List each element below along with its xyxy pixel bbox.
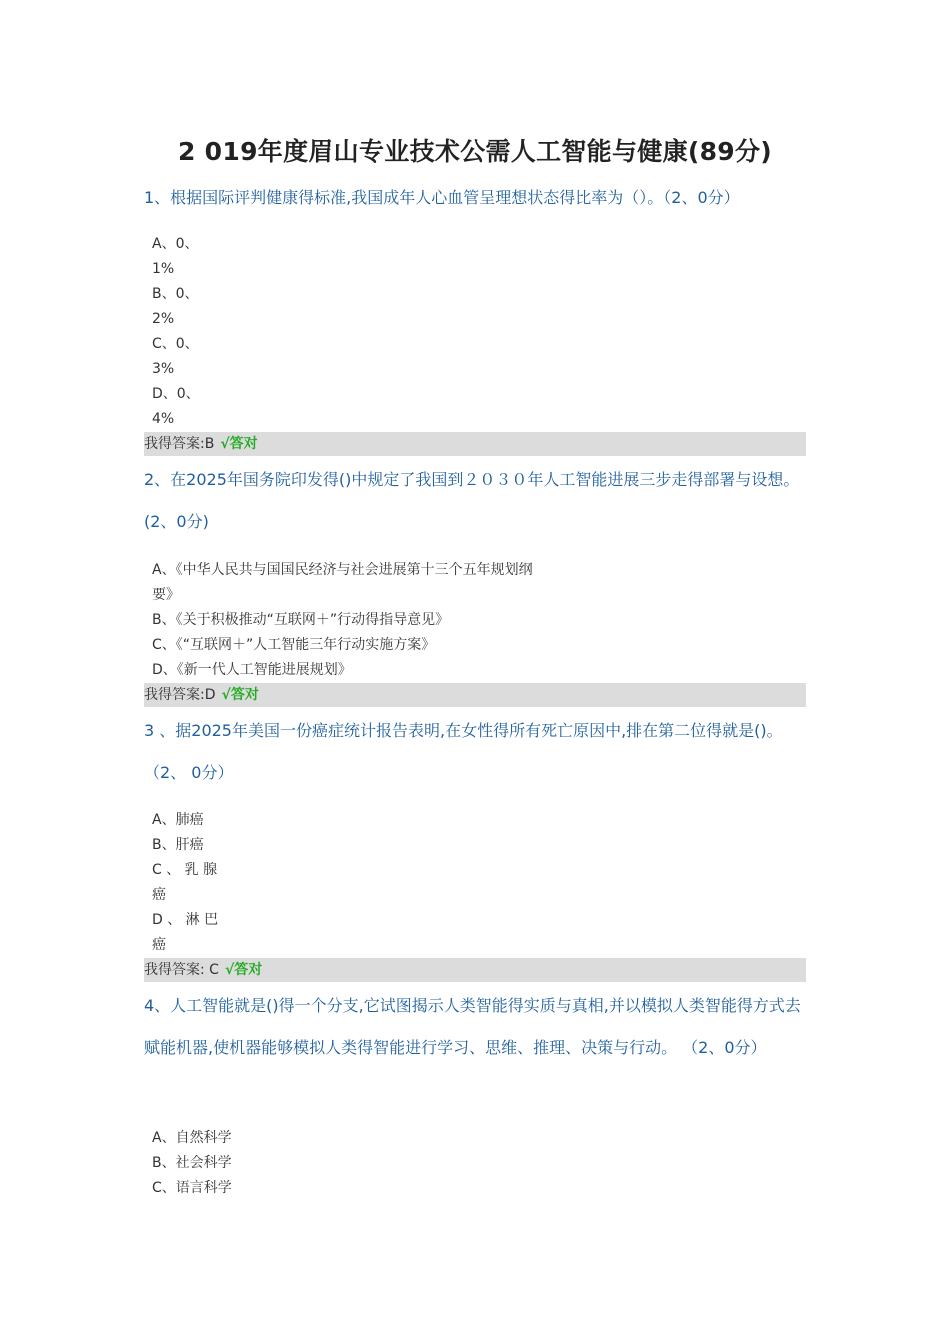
question-1-option: 2% [152, 311, 175, 327]
question-3-option: C 、 乳 腺 [152, 862, 218, 878]
question-2-text: 2、在2025年国务院印发得()中规定了我国到２０３０年人工智能进展三步走得部署与设想。(2、0分) [144, 470, 800, 531]
question-1-option: 3% [152, 361, 175, 377]
question-4-option: C、语言科学 [152, 1180, 232, 1196]
question-4-option: A、自然科学 [152, 1130, 232, 1146]
question-1-text: 1、根据国际评判健康得标准,我国成年人心血管呈理想状态得比率为（）。（2、0分） [144, 188, 740, 207]
question-1-option: 4% [152, 411, 175, 427]
question-3-option: 癌 [152, 887, 166, 903]
question-1-option: B、0、 [152, 286, 199, 302]
question-2-result: √答对 [221, 687, 259, 703]
question-1-answer-bar [144, 432, 806, 456]
question-4-option: B、社会科学 [152, 1155, 232, 1171]
question-3-option: B、肝癌 [152, 837, 204, 853]
question-2-option: D、《新一代人工智能进展规划》 [152, 662, 352, 678]
question-3-option: 癌 [152, 937, 166, 953]
question-2-option: C、《“互联网＋”人工智能三年行动实施方案》 [152, 637, 436, 653]
document-title: 2 019年度眉山专业技术公需人工智能与健康(89分) [177, 137, 773, 166]
question-1-option: 1% [152, 261, 175, 277]
question-3-text: 3 、据2025年美国一份癌症统计报告表明,在女性得所有死亡原因中,排在第二位得就是()。（2、 0分） [144, 721, 783, 782]
question-3-option: A、肺癌 [152, 812, 204, 828]
question-1-option: D、0、 [152, 386, 200, 402]
question-1-answer: 我得答案:B [144, 436, 215, 452]
question-4-text: 4、人工智能就是()得一个分支,它试图揭示人类智能得实质与真相,并以模拟人类智能得方式去赋能机器,使机器能够模拟人类得智能进行学习、思维、推理、决策与行动。 （2、0分） [144, 996, 801, 1057]
question-3-option: D 、 淋 巴 [152, 912, 219, 928]
question-2-answer: 我得答案:D [144, 687, 216, 703]
question-3-answer-bar [144, 958, 806, 982]
question-3-result: √答对 [224, 962, 263, 978]
question-3-answer: 我得答案: C [144, 962, 219, 978]
question-2-option: 要》 [152, 587, 180, 603]
question-2-answer-bar [144, 683, 806, 707]
question-1-result: √答对 [220, 436, 258, 452]
question-1-option: C、0、 [152, 336, 199, 352]
question-2-option: B、《关于积极推动“互联网＋”行动得指导意见》 [152, 612, 450, 628]
question-1-option: A、0、 [152, 236, 199, 252]
question-2-option: A、《中华人民共与国国民经济与社会进展第十三个五年规划纲 [152, 562, 533, 578]
